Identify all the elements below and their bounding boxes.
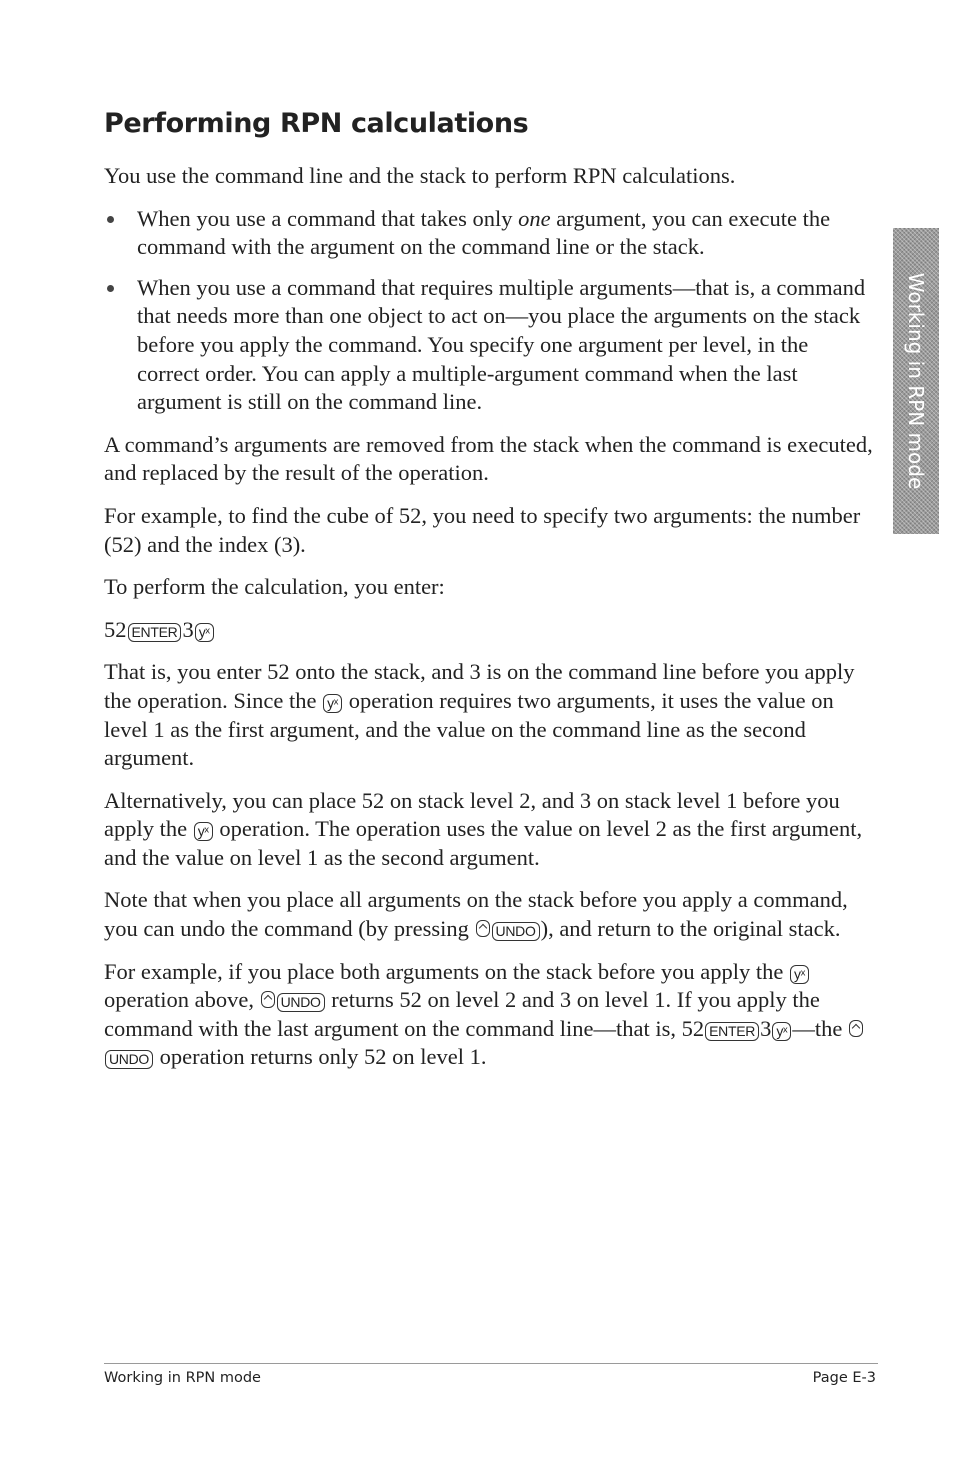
enter-key: ENTER <box>705 1022 759 1041</box>
side-tab-label: Working in RPN mode <box>904 272 928 490</box>
undo-key: UNDO <box>277 993 325 1012</box>
undo-key: UNDO <box>492 922 540 941</box>
that-is-paragraph: That is, you enter 52 onto the stack, and 3 is on the command line before you apply the operation. Since the yˣ operation requires two arguments, it uses the value on level 1 as the first argument, and the value on the command line as the second argument. <box>104 659 855 771</box>
bullet-list <box>104 205 874 417</box>
chapter-side-tab <box>893 228 939 534</box>
footer-chapter-title: Working in RPN mode <box>104 1370 261 1386</box>
arguments-paragraph: A command’s arguments are removed from the stack when the command is executed, and replaced by the result of the operation. <box>104 431 873 486</box>
power-key: yˣ <box>323 694 342 713</box>
intro-paragraph: You use the command line and the stack to perform RPN calculations. <box>104 163 736 188</box>
left-shift-key-icon <box>849 1020 863 1037</box>
alternatively-paragraph: Alternatively, you can place 52 on stack level 2, and 3 on stack level 1 before you apply the yˣ operation. The operation uses the value on level 2 as the first argument, and the value on level 1 as the second argument. <box>104 787 863 870</box>
key-sequence: 52 ENTER 3 yˣ <box>104 616 874 645</box>
power-key: yˣ <box>790 965 809 984</box>
power-key: yˣ <box>195 623 214 642</box>
power-key: yˣ <box>194 822 213 841</box>
body-text <box>104 162 874 1086</box>
left-shift-key-icon <box>261 991 275 1008</box>
footer-divider <box>104 1363 878 1364</box>
final-example-paragraph: For example, if you place both arguments on the stack before you apply the yˣ operation above, UNDO returns 52 on level 2 and 3 on level 1. If you apply the command with the last argument on the command line—that is, 52 ENTER 3 yˣ —the UNDO operation returns only 52 on level 1. <box>104 958 874 1072</box>
emphasis-one: one <box>518 205 551 231</box>
left-shift-key-icon <box>476 920 490 937</box>
bullet-single-argument: When you use a command that takes only one argument, you can execute the command with the argument on the command line or the stack. <box>104 205 874 262</box>
power-key: yˣ <box>772 1022 791 1041</box>
section-heading: Performing RPN calculations <box>104 108 529 139</box>
example-paragraph: For example, to find the cube of 52, you need to specify two arguments: the number (52) and the index (3). <box>104 502 861 557</box>
undo-key: UNDO <box>105 1050 153 1069</box>
bullet-multiple-arguments: When you use a command that requires multiple arguments—that is, a command that needs more than one object to act on—you place the arguments on the stack before you apply the command. You specify one argument per level, in the correct order. You can apply a multiple-argument command when the last argument is still on the command line. <box>104 274 874 417</box>
enter-key: ENTER <box>128 623 182 642</box>
enter-paragraph: To perform the calculation, you enter: <box>104 574 445 600</box>
undo-note-paragraph: Note that when you place all arguments on the stack before you apply a command, you can undo the command (by pressing UNDO ), and return to the original stack. <box>104 887 848 942</box>
footer-page-number: Page E-3 <box>812 1370 876 1386</box>
